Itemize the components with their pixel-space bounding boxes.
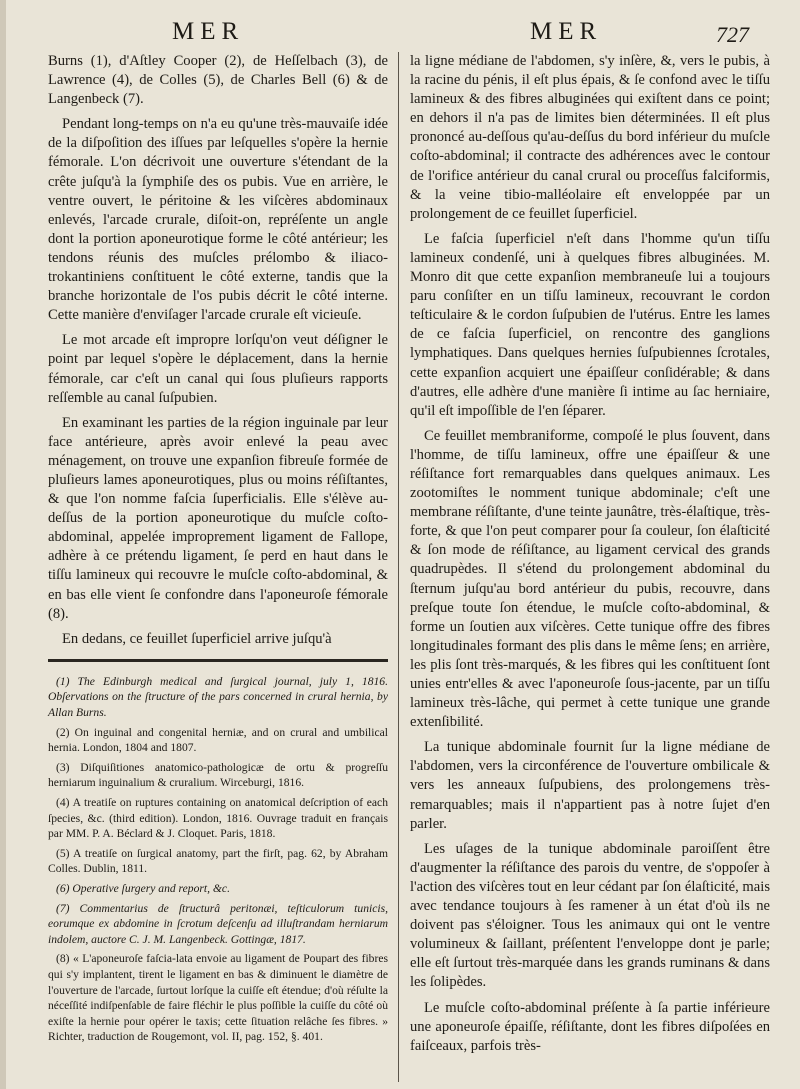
running-title-right: MER: [530, 18, 603, 45]
right-paragraph-6: Le muſcle coſto-abdominal préſente à ſa partie inférieure une aponeuroſe épaiſſe, réſiſtante, dont les fibres diſpoſées en faiſceaux, parfois très-: [410, 999, 770, 1054]
footnote-7: (7) Commentarius de ſtructurâ peritonæi, teſticulorum tunicis, eorumque ex abdomine in ſcrotum deſcenſu ad illuſtrandam herniarum indolem, auctore C. J. M. Langenbeck. Gottingæ, 1817.: [48, 901, 388, 946]
running-title-left: MER: [172, 18, 245, 45]
left-paragraph-1: Burns (1), d'Aſtley Cooper (2), de Heſſelbach (3), de Lawrence (4), de Colles (5), de Charles Bell (6) & de Langenbeck (7).: [48, 53, 388, 108]
page-number: 727: [716, 22, 749, 47]
left-paragraph-3: Le mot arcade eſt impropre lorſqu'on veut déſigner le point par lequel s'opère le déplacement, dans la hernie fémorale, car c'eſt un canal qui ſous pluſieurs rapports reſſemble au canal ſuſpubien.: [48, 332, 388, 406]
left-paragraph-5: En dedans, ce feuillet ſuperficiel arrive juſqu'à: [62, 630, 332, 647]
footnote-1: (1) The Edinburgh medical and ſurgical journal, july 1, 1816. Obſervations on the ſtructure of the pars concerned in crural hernia, by Allan Burns.: [48, 674, 388, 719]
right-paragraph-1: la ligne médiane de l'abdomen, s'y inſère, &, vers le pubis, à la racine du pénis, il eſt plus épais, & ſe confond avec le tiſſu lamineux & des fibres albuginées qui exiſtent dans ce point; en dehors il n'a pas de limites bien déterminées. Il eſt plus prononcé au-deſſous qu'au-deſſus du bord inférieur du muſcle coſto-abdominal; il contracte des adhérences avec le contour de l'orifice antérieur du canal crural ou proceſſus falciformis, & la veine tibio-malléolaire eſt enveloppée par un prolongement de ce feuillet ſuperficiel.: [410, 53, 770, 222]
footnote-divider: [48, 659, 388, 662]
right-paragraph-5: Les uſages de la tunique abdominale paroiſſent être d'augmenter la réſiſtance des parois du ventre, de s'oppoſer à l'action des viſcères tout en leur cédant par ſon élaſticité, mais avec tendance toujours à ſes ramener à un état d'où ils ne doivent pas s'éloigner. Tous les animaux qui ont le ventre volumineux & ſaillant, préſentent l'enveloppe dont je parle; elle eſt ſurtout très-marquée dans les grands ruminans & dans les ſolipèdes.: [410, 840, 770, 991]
footnote-2: (2) On inguinal and congenital herniæ, and on crural and umbilical hernia. London, 1804 and 1807.: [48, 725, 388, 755]
right-paragraph-3: Ce feuillet membraniforme, compoſé le plus ſouvent, dans l'homme, de tiſſu lamineux, offre une épaiſſeur & une réſiſtance fort remarquables dans quelques animaux. Les zootomiſtes le nomment tunique abdominale; c'eſt une membrane réſiſtante, d'une teinte jaunâtre, très-élaſtique, très-forte, & que l'on peut comparer pour ſa couleur, ſon élaſticité & ſon mode de réſiſtance, au ligament cervical des grands quadrupèdes. Il s'étend du prolongement abdominal du ſternum juſqu'au bord antérieur du pubis, recouvre, dans preſque toute ſon étendue, le muſcle coſto-abdominal, & forme un ſoutien aux viſcères. Cette tunique offre des fibres longitudinales formant des plis dans le même ſens; en arrière, les plis ſont très-marqués, & les fibres qui les conſtituent ſont unies entr'elles & avec l'aponeuroſe ſous-jacente, par un tiſſu lamineux très-lâche, qui permet à cette tunique une grande extenſibilité.: [410, 427, 770, 731]
footnote-8: (8) « L'aponeuroſe faſcia-lata envoie au ligament de Poupart des fibres qui s'y implantent, tirent le ligament en bas & diminuent le diamètre de l'ouverture de l'arcade, ſurtout lorſque la cuiſſe eſt étendue; d'où réſulte la néceſſité indiſpenſable de faire fléchir le plus poſſible la cuiſſe du côté où exiſte la hernie pour opérer le taxis; cette ſituation relâche ſes fibres. » Richter, traduction de Rougemont, vol. II, pag. 152, §. 401.: [48, 952, 388, 1044]
footnote-6: (6) Operative ſurgery and report, &c.: [56, 881, 230, 895]
right-column: [410, 52, 770, 1062]
footnote-4: (4) A treatiſe on ruptures containing on anatomical deſcription of each ſpecies, &c. (third edition). London, 1816. Ouvrage traduit en français par MM. P. A. Béclard & J. Cloquet. Paris, 1818.: [48, 795, 388, 841]
left-paragraph-2: Pendant long-temps on n'a eu qu'une très-mauvaiſe idée de la diſpoſition des iſſues par leſquelles s'opère la hernie fémorale. L'on décrivoit une ouverture s'étendant de la crête juſqu'à la ſymphiſe des os pubis. Vue en arrière, le ventre ouvert, le péritoine & les viſcères abdominaux enlevés, l'arcade crurale, diſoit-on, repréſente un angle dont la portion aponeurotique forme le côté antérieur; les tendons réunis des muſcles prélombo & iliaco-trokantiniens conſtituent le côté externe, tandis que la branche horizontale de l'os pubis décrit le côté interne. Cette manière d'enviſager l'arcade crurale eſt vicieuſe.: [48, 116, 388, 324]
column-divider: [398, 52, 399, 1082]
footnote-5: (5) A treatiſe on ſurgical anatomy, part the firſt, pag. 62, by Abraham Colles. Dublin, 1811.: [48, 846, 388, 876]
right-paragraph-2: Le faſcia ſuperficiel n'eſt dans l'homme qu'un tiſſu lamineux condenſé, uni à quelques fibres albuginées. M. Monro dit que cette expanſion membraneuſe lui a toujours paru conſiſter en un tiſſu lamineux, recouvrant le cordon teſticulaire & le cordon ſuſpubien de l'utérus. Entre les lames de ce faſcia ſuperficiel, on rencontre des ganglions lymphatiques. Dans quelques hernies ſuſpubiennes ſcrotales, cette expanſion acquiert une épaiſſeur conſidérable; & dans d'autres, elle adhère d'une manière ſi intime au ſac herniaire, qu'il eſt impoſſible de l'en ſéparer.: [410, 230, 770, 419]
page-edge-shadow: [0, 0, 6, 1089]
footnotes: [48, 674, 388, 1045]
left-column: [48, 52, 388, 1049]
page-header: [0, 16, 800, 50]
footnote-3: (3) Diſquiſitiones anatomico-pathologicæ de ortu & progreſſu herniarum inguinalium & cruralium. Wirceburgi, 1816.: [48, 760, 388, 790]
right-paragraph-4: La tunique abdominale fournit ſur la ligne médiane de l'abdomen, vers la circonférence de l'ouverture ombilicale & vers les anneaux ſuſpubiens, des prolongemens très-remarquables; mais il n'appartient pas à notre ſujet d'en parler.: [410, 739, 770, 832]
left-paragraph-4: En examinant les parties de la région inguinale par leur face antérieure, après avoir enlevé la peau avec ménagement, on trouve une expanſion fibreuſe formée de pluſieurs lames aponeurotiques, plus ou moins réſiſtantes, & que l'on nomme faſcia ſuperficialis. Elle s'élève au-deſſus de la portion aponeurotique du muſcle coſto-abdominal, appelée improprement ligament de Fallope, adhère à ce prétendu ligament, ſe perd en haut dans le tiſſu lamineux qui recouvre le muſcle coſto-abdominal, & en bas elle vient ſe confondre dans l'aponeuroſe fémorale (8).: [48, 414, 388, 622]
